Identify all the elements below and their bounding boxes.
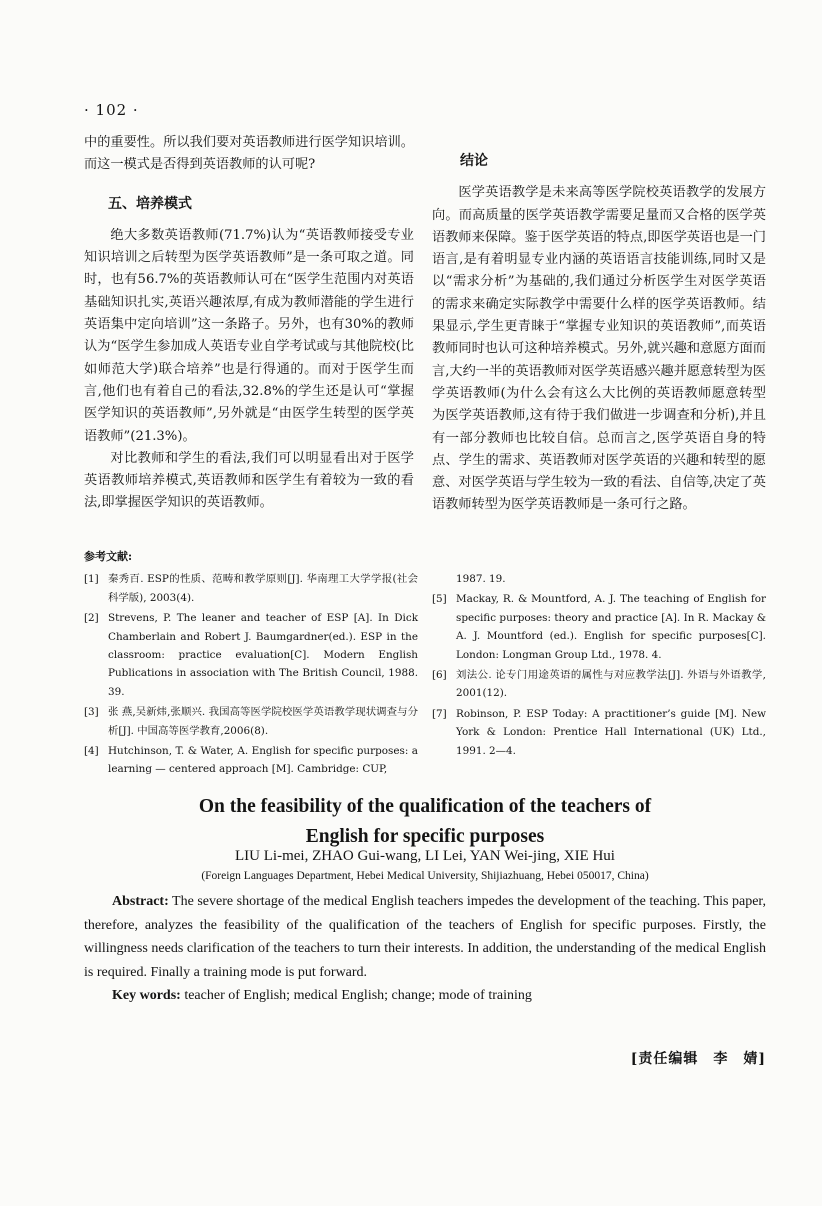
section-5-heading: 五、培养模式	[108, 195, 192, 212]
reference-text: Hutchinson, T. & Water, A. English for specific purposes: a learning — centered approach [M]. Cambridge: CUP,	[108, 745, 418, 776]
keywords-paragraph	[84, 984, 766, 1008]
references-right	[432, 570, 766, 762]
affiliation: (Foreign Languages Department, Hebei Medical University, Shijiazhuang, Hebei 050017, China)	[201, 870, 649, 882]
authors: LIU Li-mei, ZHAO Gui-wang, LI Lei, YAN Wei-jing, XIE Hui	[235, 848, 615, 864]
reference-text: Robinson, P. ESP Today: A practitioner’s guide [M]. New York & London: Prentice Hall International (UK) Ltd., 1991. 2—4.	[456, 707, 766, 757]
reference-item	[84, 742, 418, 779]
abstract-paragraph	[84, 890, 766, 984]
reference-text: Mackay, R. & Mountford, A. J. The teaching of English for specific purposes: theory and practice [A]. In R. Mackay & A. J. Mountford (ed.). English for specific purposes[C]. London: Longman Group Ltd., 1978. 4.	[456, 593, 766, 661]
reference-number: [5]	[432, 593, 447, 606]
reference-text: 刘法公. 论专门用途英语的属性与对应教学法[J]. 外语与外语教学, 2001(12).	[456, 669, 766, 700]
keywords-text: teacher of English; medical English; change; mode of training	[184, 988, 532, 1003]
english-title	[84, 792, 766, 852]
reference-continuation	[432, 570, 766, 588]
keywords-label: Key words:	[112, 988, 181, 1003]
section-5-paragraph-2: 对比教师和学生的看法,我们可以明显看出对于医学英语教师培养模式,英语教师和医学生有着较为一致的看法,即掌握医学知识的英语教师。	[84, 450, 414, 511]
reference-item	[432, 666, 766, 703]
reference-item	[84, 609, 418, 701]
reference-text: 1987. 19.	[456, 573, 506, 585]
english-title-line-1: On the feasibility of the qualification of the teachers of	[198, 796, 652, 817]
reference-text: 秦秀百. ESP的性质、范畴和教学原则[J]. 华南理工大学学报(社会科学版), 2003(4).	[108, 573, 418, 604]
references-label: 参考文献:	[84, 550, 133, 563]
abstract-block	[84, 890, 766, 1008]
reference-item	[84, 570, 418, 607]
references-left	[84, 548, 418, 781]
reference-number: [2]	[84, 612, 99, 625]
reference-number: [7]	[432, 707, 447, 720]
reference-number: [6]	[432, 669, 447, 682]
reference-number: [3]	[84, 706, 99, 719]
abstract-text: The severe shortage of the medical English teachers impedes the development of the teaching. This paper, therefore, analyzes the feasibility of the qualification of the teachers of English for specific purposes. Firstly, the willingness needs clarification of the teachers to turn their interests. In addition, the understanding of the medical English is required. Finally a training mode is put forward.	[84, 894, 767, 980]
left-column	[84, 132, 414, 515]
intro-paragraph: 中的重要性。所以我们要对英语教师进行医学知识培训。而这一模式是否得到英语教师的认可呢?	[84, 135, 414, 173]
editor-note: [责任编辑 李 婧]	[630, 1051, 766, 1067]
reference-item	[432, 705, 766, 760]
reference-number: [1]	[84, 573, 99, 586]
reference-text: Strevens, P. The leaner and teacher of ESP [A]. In Dick Chamberlain and Robert J. Baumgardner(ed.). ESP in the classroom: practice evaluation[C]. Modern English Publications in association with The British Council, 1988. 39.	[108, 612, 418, 698]
reference-item	[432, 590, 766, 664]
reference-item	[84, 703, 418, 740]
right-column	[432, 150, 766, 517]
conclusion-heading: 结论	[460, 153, 488, 169]
reference-text: 张 燕,吴新炜,张顺兴. 我国高等医学院校医学英语教学现状调查与分析[J]. 中国高等医学教育,2006(8).	[108, 706, 418, 737]
english-title-line-2: English for specific purposes	[305, 826, 545, 847]
conclusion-paragraph: 医学英语教学是未来高等医学院校英语教学的发展方向。而高质量的医学英语教学需要足量而又合格的医学英语教师来保障。鉴于医学英语的特点,即医学英语也是一门语言,是有着明显专业内涵的英语语言技能训练,同时又是以“需求分析”为基础的,我们通过分析医学生对医学英语的需求来确定实际教学中需要什么样的医学英语教师。结果显示,学生更青睐于“掌握专业知识的英语教师”,而英语教师同时也认可这种培养模式。另外,就兴趣和意愿方面而言,大约一半的英语教师对医学英语感兴趣并愿意转型为医学英语教师(为什么会有这么大比例的英语教师愿意转型为医学英语教师,这有待于我们做进一步调查和分析),并且有一部分教师也比较自信。总而言之,医学英语自身的特点、学生的需求、英语教师对医学英语的兴趣和转型的愿意、对医学英语与学生较为一致的看法、自信等,决定了英语教师转型为医学英语教师是一条可行之路。	[432, 185, 766, 513]
abstract-label: Abstract:	[112, 894, 169, 909]
reference-number: [4]	[84, 745, 99, 758]
page-number: · 102 ·	[84, 101, 139, 119]
section-5-paragraph-1: 绝大多数英语教师(71.7%)认为“英语教师接受专业知识培训之后转型为医学英语教师”是一条可取之道。同时，也有56.7%的英语教师认可在“医学生范围内对英语基础知识扎实,英语兴趣浓厚,有成为教师潜能的学生进行英语集中定向培训”这一条路子。另外，也有30%的教师认为“医学生参加成人英语专业自学考试或与其他院校(比如师范大学)联合培养”也是行得通的。而对于医学生而言,他们也有着自己的看法,32.8%的学生还是认可“掌握医学知识的英语教师”,另外就是“由医学生转型的医学英语教师”(21.3%)。	[84, 227, 414, 444]
